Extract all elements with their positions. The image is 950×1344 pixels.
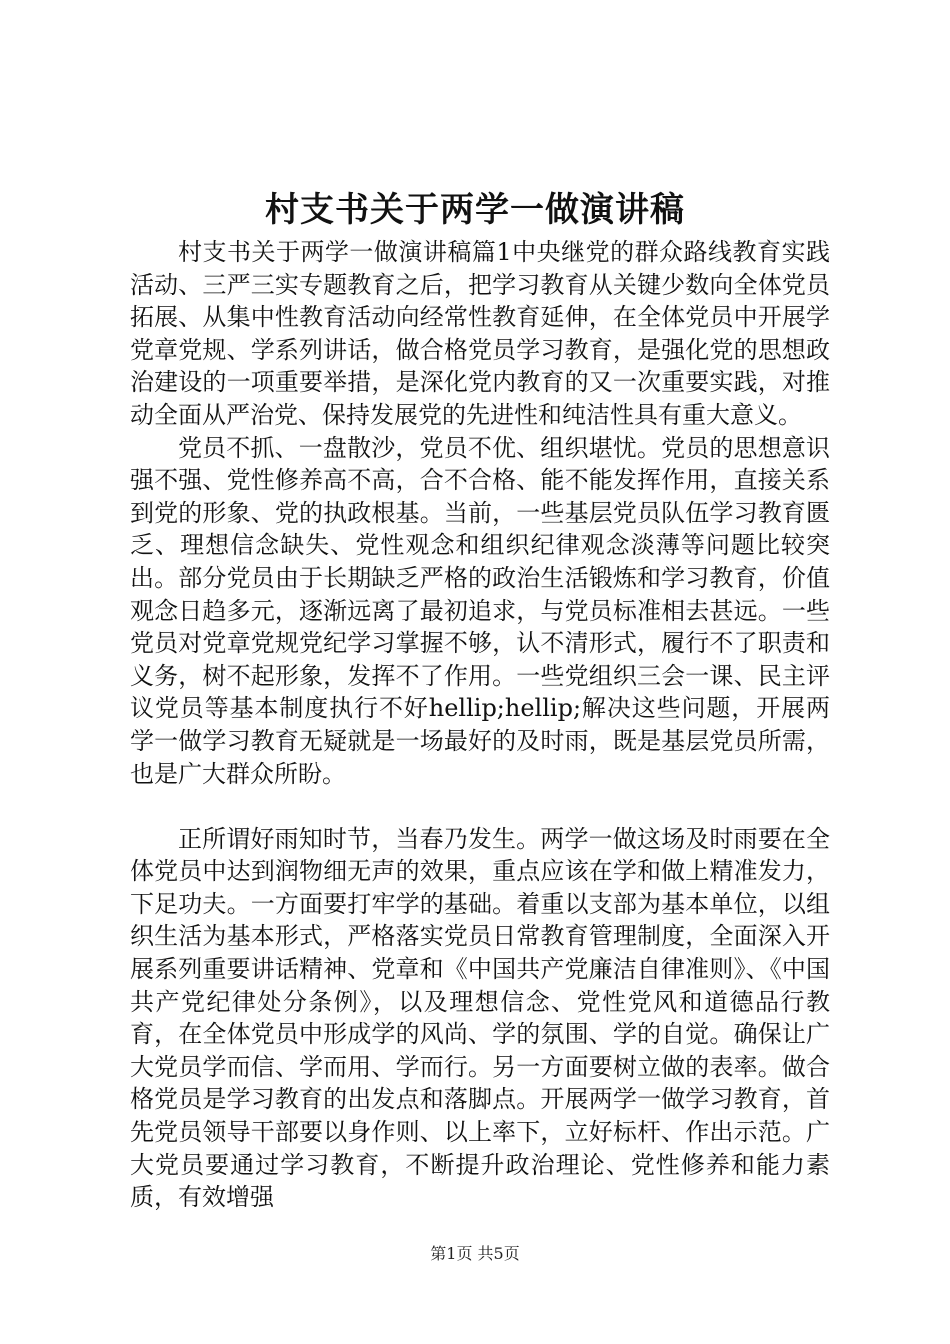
paragraph-3: 正所谓好雨知时节，当春乃发生。两学一做这场及时雨要在全体党员中达到润物细无声的效果，重点应该在学和做上精准发力，下足功夫。一方面要打牢学的基础。着重以支部为基本单位，以组织生活为基本形式，严格落实党员日常教育管理制度，全面深入开展系列重要讲话精神、党章和《中国共产党廉洁自律准则》、《中国共产党纪律处分条例》，以及理想信念、党性党风和道德品行教育，在全体党员中形成学的风尚、学的氛围、学的自觉。确保让广大党员学而信、学而用、学而行。另一方面要树立做的表率。做合格党员是学习教育的出发点和落脚点。开展两学一做学习教育，首先党员领导干部要以身作则、以上率下，立好标杆、作出示范。广大党员要通过学习教育，不断提升政治理论、党性修养和能力素质，有效增强 bbox=[130, 824, 830, 1212]
document-title: 村支书关于两学一做演讲稿 bbox=[265, 190, 685, 230]
page-indicator: 第1页 共5页 bbox=[430, 1244, 520, 1263]
document-body bbox=[130, 236, 830, 1214]
paragraph-1: 村支书关于两学一做演讲稿篇1中央继党的群众路线教育实践活动、三严三实专题教育之后，把学习教育从关键少数向全体党员拓展、从集中性教育活动向经常性教育延伸，在全体党员中开展学党章党规、学系列讲话，做合格党员学习教育，是强化党的思想政治建设的一项重要举措，是深化党内教育的又一次重要实践，对推动全面从严治党、保持发展党的先进性和纯洁性具有重大意义。 bbox=[130, 238, 830, 429]
paragraph-2: 党员不抓、一盘散沙，党员不优、组织堪忧。党员的思想意识强不强、党性修养高不高，合不合格、能不能发挥作用，直接关系到党的形象、党的执政根基。当前，一些基层党员队伍学习教育匮乏、理想信念缺失、党性观念和组织纪律观念淡薄等问题比较突出。部分党员由于长期缺乏严格的政治生活锻炼和学习教育，价值观念日趋多元，逐渐远离了最初追求，与党员标准相去甚远。一些党员对党章党规党纪学习掌握不够，认不清形式，履行不了职责和义务，树不起形象，发挥不了作用。一些党组织三会一课、民主评议党员等基本制度执行不好hellip;hellip;解决这些问题，开展两学一做学习教育无疑就是一场最好的及时雨，既是基层党员所需，也是广大群众所盼。 bbox=[130, 433, 830, 788]
page-footer bbox=[0, 1244, 950, 1264]
